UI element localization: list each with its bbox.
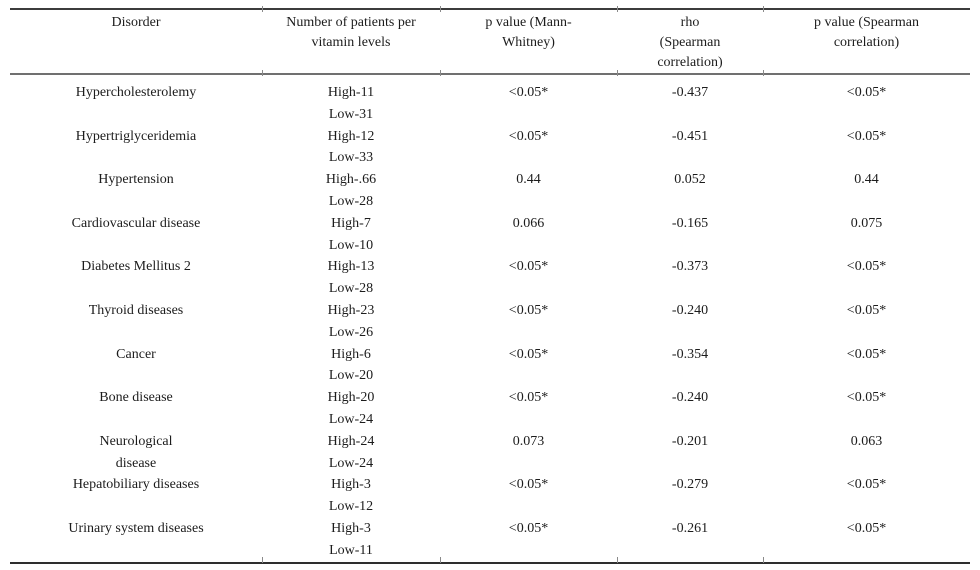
disorder-cell xyxy=(10,518,262,563)
disorder-cell xyxy=(10,387,262,431)
p-value: <0.05* xyxy=(846,128,887,144)
cell-boundary-tick xyxy=(440,6,441,12)
p-mann-whitney-cell xyxy=(440,74,617,126)
disorder-cell xyxy=(10,300,262,344)
p-value: <0.05* xyxy=(508,85,549,100)
table-body xyxy=(10,74,970,563)
rho-value: -0.373 xyxy=(671,259,709,275)
p-value: <0.05* xyxy=(846,390,887,406)
patients-cell xyxy=(262,126,440,170)
p-value: <0.05* xyxy=(846,259,887,275)
rho-cell xyxy=(617,300,763,344)
rho-value: -0.240 xyxy=(671,390,709,406)
header-disorder xyxy=(10,9,262,74)
p-spearman-cell xyxy=(763,431,970,475)
disorder-cell xyxy=(10,474,262,518)
patients-high: High-3 xyxy=(331,477,371,493)
rho-value: -0.240 xyxy=(671,302,709,318)
cell-boundary-tick xyxy=(262,70,263,76)
p-mann-whitney-cell xyxy=(440,126,617,170)
p-value: <0.05* xyxy=(846,346,887,362)
patients-low: Low-31 xyxy=(328,106,374,122)
cell-boundary-tick xyxy=(440,70,441,76)
header-p-mann-whitney xyxy=(440,9,617,74)
table-row xyxy=(10,474,970,518)
patients-high: High-12 xyxy=(327,128,375,144)
cell-boundary-tick xyxy=(440,557,441,563)
cell-boundary-tick xyxy=(617,70,618,76)
rho-cell xyxy=(617,344,763,388)
table-row xyxy=(10,518,970,563)
rho-cell xyxy=(617,431,763,475)
header-row xyxy=(10,9,970,74)
disorder-cell xyxy=(10,213,262,257)
patients-cell xyxy=(262,431,440,475)
disorder-name: Hypertension xyxy=(98,172,174,188)
disorder-name: Cancer xyxy=(116,346,156,362)
patients-high: High-.66 xyxy=(325,172,377,188)
p-value: 0.063 xyxy=(850,433,883,449)
header-rho xyxy=(617,9,763,74)
cell-boundary-tick xyxy=(763,70,764,76)
patients-low: Low-33 xyxy=(328,150,374,166)
rho-cell xyxy=(617,213,763,257)
patients-high: High-20 xyxy=(327,390,375,406)
patients-high: High-13 xyxy=(327,259,375,275)
cell-boundary-tick xyxy=(617,557,618,563)
cell-boundary-tick xyxy=(262,6,263,12)
cell-boundary-tick xyxy=(262,557,263,563)
patients-cell xyxy=(262,256,440,300)
patients-high: High-3 xyxy=(331,520,371,536)
table-header xyxy=(10,9,970,74)
rho-value: -0.261 xyxy=(671,520,709,536)
patients-cell xyxy=(262,518,440,563)
header-text: correlation) xyxy=(833,35,900,50)
patients-cell xyxy=(262,300,440,344)
table-row xyxy=(10,431,970,475)
rho-cell xyxy=(617,256,763,300)
p-spearman-cell xyxy=(763,518,970,563)
header-text: Disorder xyxy=(111,15,161,30)
header-text: vitamin levels xyxy=(311,35,391,50)
p-mann-whitney-cell xyxy=(440,213,617,257)
p-spearman-cell xyxy=(763,126,970,170)
p-mann-whitney-cell xyxy=(440,387,617,431)
patients-low: Low-11 xyxy=(329,542,373,558)
patients-cell xyxy=(262,169,440,213)
patients-low: Low-12 xyxy=(328,499,374,515)
patients-cell xyxy=(262,213,440,257)
p-value: <0.05* xyxy=(508,259,549,275)
p-spearman-cell xyxy=(763,344,970,388)
disorder-name: Hypertriglyceridemia xyxy=(75,128,197,144)
patients-cell xyxy=(262,344,440,388)
p-value: 0.066 xyxy=(512,215,545,231)
patients-high: High-7 xyxy=(331,215,371,231)
rho-value: -0.201 xyxy=(671,433,709,449)
disorder-name: Diabetes Mellitus 2 xyxy=(81,259,191,275)
patients-cell xyxy=(262,74,440,126)
rho-cell xyxy=(617,126,763,170)
table-row xyxy=(10,256,970,300)
p-value: <0.05* xyxy=(846,477,887,493)
patients-high: High-23 xyxy=(327,302,375,318)
p-spearman-cell xyxy=(763,387,970,431)
patients-cell xyxy=(262,387,440,431)
disorder-name: Urinary system diseases xyxy=(68,520,204,536)
p-value: 0.44 xyxy=(516,172,541,188)
rho-value: -0.354 xyxy=(671,346,709,362)
disorder-cell xyxy=(10,256,262,300)
rho-cell xyxy=(617,74,763,126)
patients-low: Low-20 xyxy=(328,368,374,384)
p-value: 0.44 xyxy=(854,172,879,188)
table-row xyxy=(10,126,970,170)
p-value: <0.05* xyxy=(508,128,549,144)
disorder-cell xyxy=(10,169,262,213)
patients-low: Low-24 xyxy=(328,411,374,427)
p-spearman-cell xyxy=(763,474,970,518)
p-spearman-cell xyxy=(763,169,970,213)
p-spearman-cell xyxy=(763,74,970,126)
rho-value: -0.165 xyxy=(671,215,709,231)
rho-cell xyxy=(617,518,763,563)
table-row xyxy=(10,300,970,344)
p-value: <0.05* xyxy=(508,346,549,362)
table-row xyxy=(10,387,970,431)
disorder-cell xyxy=(10,74,262,126)
p-value: <0.05* xyxy=(846,520,887,536)
disorder-cell xyxy=(10,126,262,170)
header-p-spearman xyxy=(763,9,970,74)
header-text: p value (Spearman xyxy=(814,15,919,30)
patients-high: High-11 xyxy=(327,85,375,100)
disorder-cell xyxy=(10,431,262,475)
p-value: <0.05* xyxy=(846,302,887,318)
p-value: <0.05* xyxy=(508,520,549,536)
p-spearman-cell xyxy=(763,256,970,300)
rho-value: -0.279 xyxy=(671,477,709,493)
disorder-cell xyxy=(10,344,262,388)
p-mann-whitney-cell xyxy=(440,431,617,475)
rho-cell xyxy=(617,169,763,213)
header-text: (Spearman xyxy=(659,35,721,50)
patients-high: High-6 xyxy=(331,346,371,362)
disorder-name: Hepatobiliary diseases xyxy=(72,477,200,493)
disorder-name: Bone disease xyxy=(99,390,173,406)
p-mann-whitney-cell xyxy=(440,474,617,518)
rho-cell xyxy=(617,387,763,431)
table-row xyxy=(10,74,970,126)
rho-value: -0.437 xyxy=(671,85,709,100)
cell-boundary-tick xyxy=(763,6,764,12)
p-mann-whitney-cell xyxy=(440,256,617,300)
disorder-name-line2: disease xyxy=(115,455,157,471)
rho-value: 0.052 xyxy=(674,172,706,188)
p-mann-whitney-cell xyxy=(440,169,617,213)
cell-boundary-tick xyxy=(617,6,618,12)
p-spearman-cell xyxy=(763,300,970,344)
header-patients xyxy=(262,9,440,74)
disorder-name: Thyroid diseases xyxy=(88,302,184,318)
p-value: 0.075 xyxy=(850,215,883,231)
disorder-name: Hypercholesterolemy xyxy=(75,85,197,100)
cell-boundary-tick xyxy=(763,557,764,563)
patients-low: Low-28 xyxy=(328,193,374,209)
disorder-name: Cardiovascular disease xyxy=(71,215,201,231)
patients-low: Low-24 xyxy=(328,455,374,471)
table-row xyxy=(10,344,970,388)
p-value: 0.073 xyxy=(512,433,545,449)
patients-low: Low-26 xyxy=(328,324,374,340)
p-mann-whitney-cell xyxy=(440,300,617,344)
statistics-table xyxy=(10,8,970,564)
rho-value: -0.451 xyxy=(671,128,709,144)
patients-cell xyxy=(262,474,440,518)
header-text: rho xyxy=(680,15,700,30)
p-value: <0.05* xyxy=(508,390,549,406)
p-mann-whitney-cell xyxy=(440,518,617,563)
header-text: Number of patients per xyxy=(286,15,416,30)
table-row xyxy=(10,213,970,257)
p-spearman-cell xyxy=(763,213,970,257)
p-value: <0.05* xyxy=(508,302,549,318)
header-text: correlation) xyxy=(657,55,723,70)
p-value: <0.05* xyxy=(508,477,549,493)
table-row xyxy=(10,169,970,213)
p-value: <0.05* xyxy=(846,85,887,100)
patients-low: Low-28 xyxy=(328,281,374,297)
rho-cell xyxy=(617,474,763,518)
p-mann-whitney-cell xyxy=(440,344,617,388)
header-text: Whitney) xyxy=(502,35,555,50)
disorder-name: Neurological xyxy=(99,433,173,449)
header-text: p value (Mann- xyxy=(485,15,572,30)
patients-low: Low-10 xyxy=(328,237,374,253)
patients-high: High-24 xyxy=(327,433,375,449)
